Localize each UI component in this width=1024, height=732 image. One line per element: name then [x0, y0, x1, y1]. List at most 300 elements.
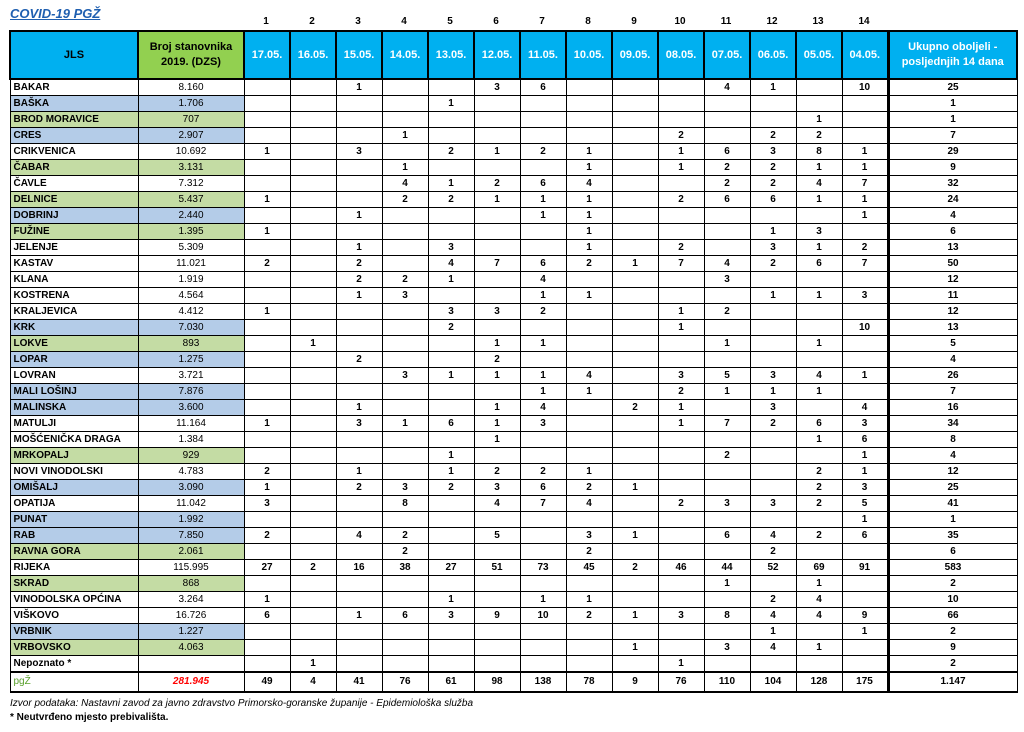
- municipality-name: CRES: [10, 128, 138, 144]
- municipality-name: ČABAR: [10, 160, 138, 176]
- municipality-name: KRALJEVICA: [10, 304, 138, 320]
- municipality-name: RAVNA GORA: [10, 544, 138, 560]
- case-count-cell: [382, 464, 428, 480]
- case-count-cell: [842, 384, 888, 400]
- case-count-cell: [244, 384, 290, 400]
- case-count-cell: 2: [750, 128, 796, 144]
- covid-table: [9, 30, 1018, 693]
- municipality-name: ČAVLE: [10, 176, 138, 192]
- row-total-cell: 4: [888, 208, 1017, 224]
- population-cell: 3.721: [138, 368, 244, 384]
- table-row: [10, 79, 1017, 96]
- column-number: 2: [309, 16, 315, 27]
- case-count-cell: [290, 608, 336, 624]
- population-cell: 5.437: [138, 192, 244, 208]
- case-count-cell: 10: [842, 320, 888, 336]
- case-count-cell: [428, 160, 474, 176]
- column-numbers: [0, 16, 1024, 30]
- case-count-cell: [428, 624, 474, 640]
- case-count-cell: 1: [428, 464, 474, 480]
- case-count-cell: 1: [520, 336, 566, 352]
- case-count-cell: [750, 480, 796, 496]
- case-count-cell: [842, 128, 888, 144]
- municipality-name: RIJEKA: [10, 560, 138, 576]
- table-row: [10, 352, 1017, 368]
- case-count-cell: [474, 224, 520, 240]
- case-count-cell: 3: [842, 416, 888, 432]
- case-count-cell: [750, 576, 796, 592]
- case-count-cell: 1: [842, 448, 888, 464]
- case-count-cell: 1: [474, 192, 520, 208]
- case-count-cell: [382, 384, 428, 400]
- table-row: [10, 256, 1017, 272]
- row-total-cell: 2: [888, 624, 1017, 640]
- case-count-cell: 2: [658, 192, 704, 208]
- case-count-cell: [750, 96, 796, 112]
- case-count-cell: [658, 208, 704, 224]
- case-count-cell: [290, 79, 336, 96]
- case-count-cell: [842, 352, 888, 368]
- case-count-cell: [336, 640, 382, 656]
- case-count-cell: [750, 512, 796, 528]
- case-count-cell: 6: [796, 416, 842, 432]
- table-row: [10, 272, 1017, 288]
- case-count-cell: 1: [612, 480, 658, 496]
- municipality-name: LOPAR: [10, 352, 138, 368]
- case-count-cell: [336, 96, 382, 112]
- case-count-cell: [428, 512, 474, 528]
- row-total-cell: 8: [888, 432, 1017, 448]
- case-count-cell: [336, 368, 382, 384]
- row-total-cell: 6: [888, 544, 1017, 560]
- case-count-cell: 3: [750, 400, 796, 416]
- population-cell: 3.131: [138, 160, 244, 176]
- municipality-name: VINODOLSKA OPĆINA: [10, 592, 138, 608]
- case-count-cell: 1: [750, 384, 796, 400]
- case-count-cell: 1: [474, 336, 520, 352]
- case-count-cell: [244, 336, 290, 352]
- case-count-cell: [658, 640, 704, 656]
- case-count-cell: 1: [750, 224, 796, 240]
- column-number: 12: [766, 16, 778, 27]
- case-count-cell: 1: [658, 656, 704, 673]
- case-count-cell: [842, 304, 888, 320]
- case-count-cell: [566, 128, 612, 144]
- case-count-cell: [658, 544, 704, 560]
- case-count-cell: [290, 192, 336, 208]
- case-count-cell: [382, 224, 428, 240]
- case-count-cell: [842, 592, 888, 608]
- case-count-cell: [336, 496, 382, 512]
- case-count-cell: 1: [612, 256, 658, 272]
- case-count-cell: [336, 128, 382, 144]
- case-count-cell: 2: [612, 400, 658, 416]
- column-number: 6: [493, 16, 499, 27]
- case-count-cell: [750, 112, 796, 128]
- case-count-cell: 1: [658, 320, 704, 336]
- case-count-cell: 4: [704, 256, 750, 272]
- case-count-cell: [704, 544, 750, 560]
- case-count-cell: [244, 176, 290, 192]
- case-count-cell: 3: [336, 144, 382, 160]
- case-count-cell: [750, 432, 796, 448]
- case-count-cell: 1: [244, 192, 290, 208]
- row-total-cell: 32: [888, 176, 1017, 192]
- population-cell: 929: [138, 448, 244, 464]
- case-count-cell: 1: [842, 512, 888, 528]
- case-count-cell: 4: [382, 176, 428, 192]
- case-count-cell: [612, 320, 658, 336]
- case-count-cell: [520, 448, 566, 464]
- case-count-cell: [750, 352, 796, 368]
- case-count-cell: 3: [704, 640, 750, 656]
- population-cell: 4.063: [138, 640, 244, 656]
- case-count-cell: 2: [566, 480, 612, 496]
- case-count-cell: [474, 112, 520, 128]
- case-count-cell: [290, 320, 336, 336]
- population-cell: [138, 656, 244, 673]
- column-number: 11: [720, 16, 732, 27]
- case-count-cell: 4: [796, 176, 842, 192]
- case-count-cell: 1: [336, 79, 382, 96]
- case-count-cell: [290, 448, 336, 464]
- case-count-cell: 3: [382, 368, 428, 384]
- header-date: 12.05.: [474, 31, 520, 79]
- case-count-cell: 1: [474, 432, 520, 448]
- case-count-cell: [796, 352, 842, 368]
- case-count-cell: 3: [382, 480, 428, 496]
- table-row: [10, 624, 1017, 640]
- header-total: Ukupno oboljeli - posljednjih 14 dana: [888, 31, 1017, 79]
- case-count-cell: [612, 224, 658, 240]
- case-count-cell: [428, 352, 474, 368]
- case-count-cell: 3: [658, 368, 704, 384]
- population-cell: 5.309: [138, 240, 244, 256]
- case-count-cell: 4: [428, 256, 474, 272]
- case-count-cell: 1: [658, 416, 704, 432]
- case-count-cell: [520, 624, 566, 640]
- case-count-cell: 2: [566, 256, 612, 272]
- header-row: [10, 31, 1017, 79]
- case-count-cell: [796, 208, 842, 224]
- case-count-cell: 3: [336, 416, 382, 432]
- population-cell: 1.384: [138, 432, 244, 448]
- population-cell: 4.564: [138, 288, 244, 304]
- case-count-cell: [290, 144, 336, 160]
- case-count-cell: 2: [658, 496, 704, 512]
- municipality-name: Nepoznato *: [10, 656, 138, 673]
- case-count-cell: [474, 592, 520, 608]
- case-count-cell: 1: [244, 144, 290, 160]
- footer-count-cell: 9: [612, 672, 658, 692]
- case-count-cell: [244, 272, 290, 288]
- row-total-cell: 4: [888, 352, 1017, 368]
- case-count-cell: [382, 576, 428, 592]
- row-total-cell: 2: [888, 656, 1017, 673]
- case-count-cell: [520, 320, 566, 336]
- case-count-cell: 4: [842, 400, 888, 416]
- table-row: [10, 480, 1017, 496]
- case-count-cell: 4: [796, 608, 842, 624]
- table-row: [10, 656, 1017, 673]
- table-row: [10, 544, 1017, 560]
- row-total-cell: 4: [888, 448, 1017, 464]
- case-count-cell: [566, 416, 612, 432]
- case-count-cell: 6: [704, 192, 750, 208]
- population-cell: 7.876: [138, 384, 244, 400]
- case-count-cell: [658, 512, 704, 528]
- case-count-cell: 10: [842, 79, 888, 96]
- case-count-cell: 2: [428, 144, 474, 160]
- case-count-cell: 6: [520, 256, 566, 272]
- case-count-cell: 2: [520, 304, 566, 320]
- case-count-cell: [244, 79, 290, 96]
- case-count-cell: [336, 192, 382, 208]
- case-count-cell: [474, 624, 520, 640]
- case-count-cell: 1: [474, 368, 520, 384]
- row-total-cell: 9: [888, 160, 1017, 176]
- municipality-name: MRKOPALJ: [10, 448, 138, 464]
- case-count-cell: [612, 96, 658, 112]
- case-count-cell: 4: [750, 608, 796, 624]
- footer-count-cell: 104: [750, 672, 796, 692]
- population-cell: 16.726: [138, 608, 244, 624]
- case-count-cell: [704, 624, 750, 640]
- case-count-cell: 4: [566, 496, 612, 512]
- municipality-name: DOBRINJ: [10, 208, 138, 224]
- case-count-cell: 1: [336, 208, 382, 224]
- case-count-cell: 4: [520, 272, 566, 288]
- column-number: 7: [539, 16, 545, 27]
- case-count-cell: 1: [566, 288, 612, 304]
- case-count-cell: 3: [796, 224, 842, 240]
- case-count-cell: [336, 224, 382, 240]
- case-count-cell: [658, 624, 704, 640]
- case-count-cell: [244, 96, 290, 112]
- page-title: COVID-19 PGŽ: [10, 6, 101, 21]
- case-count-cell: [520, 128, 566, 144]
- case-count-cell: 1: [704, 336, 750, 352]
- municipality-name: VRBOVSKO: [10, 640, 138, 656]
- row-total-cell: 50: [888, 256, 1017, 272]
- case-count-cell: 1: [796, 384, 842, 400]
- case-count-cell: 1: [520, 192, 566, 208]
- case-count-cell: [750, 448, 796, 464]
- case-count-cell: 1: [796, 240, 842, 256]
- table-row: [10, 448, 1017, 464]
- table-row: [10, 208, 1017, 224]
- case-count-cell: 27: [244, 560, 290, 576]
- case-count-cell: [750, 656, 796, 673]
- population-cell: 7.030: [138, 320, 244, 336]
- table-row: [10, 176, 1017, 192]
- case-count-cell: 6: [704, 144, 750, 160]
- table-row: [10, 96, 1017, 112]
- case-count-cell: [704, 96, 750, 112]
- case-count-cell: [474, 640, 520, 656]
- case-count-cell: 4: [336, 528, 382, 544]
- table-row: [10, 192, 1017, 208]
- case-count-cell: 3: [474, 480, 520, 496]
- municipality-name: SKRAD: [10, 576, 138, 592]
- case-count-cell: [658, 528, 704, 544]
- case-count-cell: [244, 320, 290, 336]
- header-date: 06.05.: [750, 31, 796, 79]
- case-count-cell: [566, 336, 612, 352]
- case-count-cell: [658, 480, 704, 496]
- municipality-name: OPATIJA: [10, 496, 138, 512]
- column-number: 13: [812, 16, 824, 27]
- case-count-cell: 2: [520, 464, 566, 480]
- municipality-name: FUŽINE: [10, 224, 138, 240]
- case-count-cell: [382, 448, 428, 464]
- case-count-cell: [290, 240, 336, 256]
- case-count-cell: [290, 624, 336, 640]
- case-count-cell: [658, 272, 704, 288]
- case-count-cell: [704, 352, 750, 368]
- case-count-cell: [704, 512, 750, 528]
- case-count-cell: 1: [612, 608, 658, 624]
- case-count-cell: [520, 544, 566, 560]
- case-count-cell: 1: [244, 416, 290, 432]
- row-total-cell: 13: [888, 240, 1017, 256]
- row-total-cell: 9: [888, 640, 1017, 656]
- case-count-cell: [336, 432, 382, 448]
- case-count-cell: 2: [658, 384, 704, 400]
- case-count-cell: 2: [750, 160, 796, 176]
- row-total-cell: 1: [888, 512, 1017, 528]
- case-count-cell: 5: [842, 496, 888, 512]
- case-count-cell: [658, 592, 704, 608]
- case-count-cell: [520, 352, 566, 368]
- case-count-cell: 1: [382, 160, 428, 176]
- case-count-cell: 1: [796, 432, 842, 448]
- case-count-cell: 2: [566, 608, 612, 624]
- case-count-cell: 2: [704, 176, 750, 192]
- population-cell: 3.264: [138, 592, 244, 608]
- case-count-cell: [290, 128, 336, 144]
- footer-count-cell: 138: [520, 672, 566, 692]
- case-count-cell: [290, 416, 336, 432]
- case-count-cell: [428, 128, 474, 144]
- footer-count-cell: 128: [796, 672, 842, 692]
- row-total-cell: 2: [888, 576, 1017, 592]
- case-count-cell: 7: [842, 256, 888, 272]
- case-count-cell: [842, 96, 888, 112]
- row-total-cell: 1: [888, 96, 1017, 112]
- case-count-cell: [750, 304, 796, 320]
- case-count-cell: [290, 544, 336, 560]
- case-count-cell: 1: [658, 304, 704, 320]
- case-count-cell: 1: [428, 272, 474, 288]
- case-count-cell: [796, 79, 842, 96]
- row-total-cell: 12: [888, 304, 1017, 320]
- population-cell: 11.042: [138, 496, 244, 512]
- case-count-cell: [612, 128, 658, 144]
- footer-label: pgŽ: [10, 672, 138, 692]
- header-date: 09.05.: [612, 31, 658, 79]
- case-count-cell: [658, 79, 704, 96]
- case-count-cell: 6: [842, 432, 888, 448]
- header-date: 11.05.: [520, 31, 566, 79]
- case-count-cell: [658, 448, 704, 464]
- case-count-cell: [796, 304, 842, 320]
- case-count-cell: 2: [750, 176, 796, 192]
- case-count-cell: 2: [428, 480, 474, 496]
- footer-count-cell: 175: [842, 672, 888, 692]
- case-count-cell: 2: [244, 528, 290, 544]
- case-count-cell: 1: [244, 224, 290, 240]
- case-count-cell: [520, 160, 566, 176]
- footer-count-cell: 98: [474, 672, 520, 692]
- footer-count-cell: 49: [244, 672, 290, 692]
- row-total-cell: 12: [888, 272, 1017, 288]
- case-count-cell: [658, 112, 704, 128]
- case-count-cell: [842, 656, 888, 673]
- case-count-cell: 1: [520, 384, 566, 400]
- case-count-cell: [244, 240, 290, 256]
- case-count-cell: 1: [658, 160, 704, 176]
- case-count-cell: 1: [750, 624, 796, 640]
- table-row: [10, 528, 1017, 544]
- row-total-cell: 7: [888, 384, 1017, 400]
- row-total-cell: 25: [888, 79, 1017, 96]
- case-count-cell: [658, 432, 704, 448]
- row-total-cell: 12: [888, 464, 1017, 480]
- case-count-cell: 8: [796, 144, 842, 160]
- population-cell: 2.907: [138, 128, 244, 144]
- case-count-cell: 4: [566, 368, 612, 384]
- case-count-cell: [750, 208, 796, 224]
- case-count-cell: [566, 96, 612, 112]
- case-count-cell: 44: [704, 560, 750, 576]
- case-count-cell: [612, 288, 658, 304]
- population-cell: 1.919: [138, 272, 244, 288]
- case-count-cell: [290, 304, 336, 320]
- case-count-cell: 6: [520, 176, 566, 192]
- case-count-cell: 7: [520, 496, 566, 512]
- case-count-cell: [290, 480, 336, 496]
- case-count-cell: 1: [796, 640, 842, 656]
- column-number: 5: [447, 16, 453, 27]
- population-cell: 2.061: [138, 544, 244, 560]
- case-count-cell: 2: [428, 192, 474, 208]
- case-count-cell: [474, 272, 520, 288]
- population-cell: 1.992: [138, 512, 244, 528]
- case-count-cell: [520, 432, 566, 448]
- header-date: 04.05.: [842, 31, 888, 79]
- case-count-cell: [796, 656, 842, 673]
- case-count-cell: 1: [842, 160, 888, 176]
- case-count-cell: 2: [382, 192, 428, 208]
- case-count-cell: [566, 304, 612, 320]
- case-count-cell: [244, 544, 290, 560]
- case-count-cell: 1: [520, 592, 566, 608]
- case-count-cell: [474, 320, 520, 336]
- header-date: 15.05.: [336, 31, 382, 79]
- case-count-cell: [382, 112, 428, 128]
- case-count-cell: 6: [428, 416, 474, 432]
- case-count-cell: [612, 352, 658, 368]
- case-count-cell: [428, 336, 474, 352]
- case-count-cell: 1: [842, 464, 888, 480]
- case-count-cell: 1: [566, 592, 612, 608]
- row-total-cell: 16: [888, 400, 1017, 416]
- case-count-cell: 2: [382, 528, 428, 544]
- case-count-cell: [796, 320, 842, 336]
- population-cell: 11.164: [138, 416, 244, 432]
- case-count-cell: 2: [750, 256, 796, 272]
